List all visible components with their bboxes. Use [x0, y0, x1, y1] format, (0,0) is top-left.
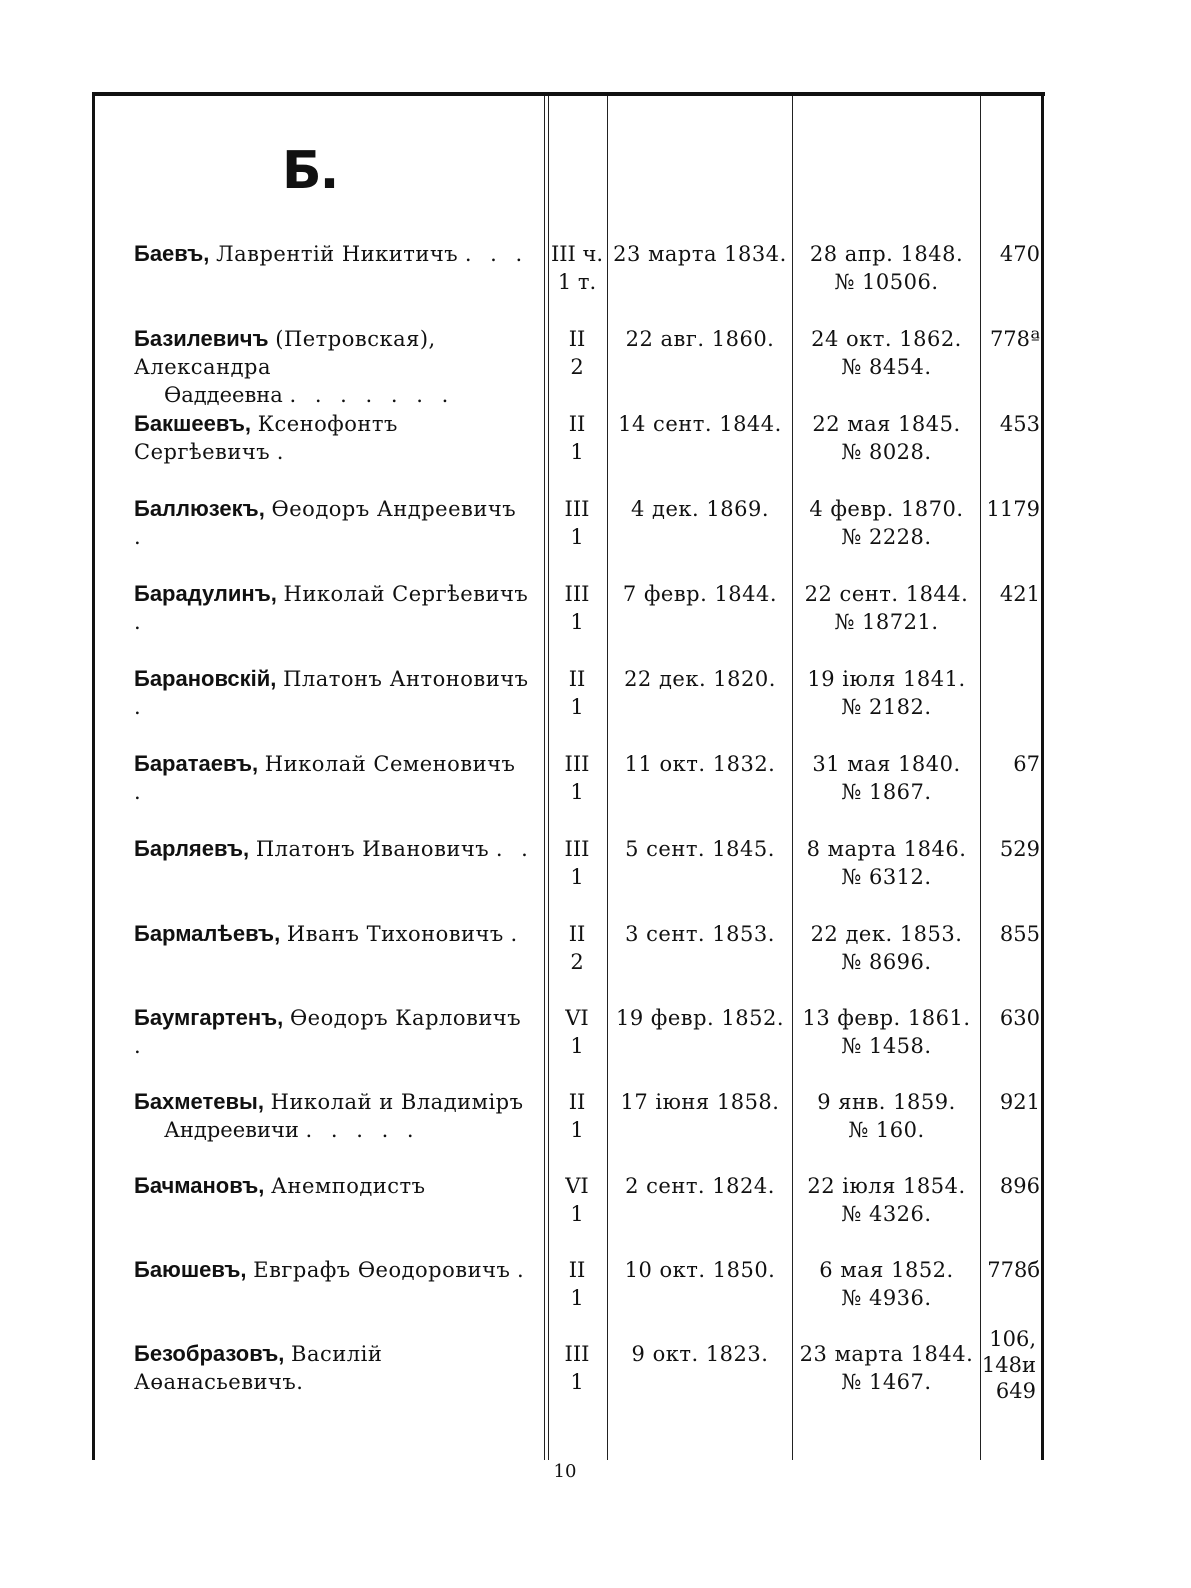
entry-first-date: 9 окт. 1823.	[631, 1342, 769, 1366]
entry-surname: Бакшеевъ,	[134, 411, 251, 436]
entry-page-ref: 1179	[986, 497, 1040, 521]
table-top-rule	[95, 92, 1045, 96]
entry-second-date-cell	[794, 835, 979, 891]
entry-page-ref: 529	[999, 837, 1040, 861]
entry-leader-dots: .	[134, 1034, 147, 1058]
entry-page-ref: 67	[1013, 752, 1040, 776]
entry-surname: Бахметевы,	[134, 1089, 264, 1114]
entry-first-date: 22 дек. 1820.	[624, 667, 776, 691]
entry-page-ref: 921	[999, 1090, 1040, 1114]
table-row	[0, 1004, 1191, 1084]
entry-part-line1: III	[564, 837, 590, 861]
entry-part-line2: 2	[570, 950, 584, 974]
entry-second-date: 8 марта 1846.	[806, 837, 967, 861]
entry-part-cell	[548, 240, 606, 296]
entry-given-name: Платонъ Ивановичъ	[255, 837, 490, 861]
entry-surname: Бармалѣевъ,	[134, 921, 281, 946]
entry-given-name: Анемподистъ	[271, 1174, 426, 1198]
entry-second-date-cell	[794, 410, 979, 466]
entry-second-date: 22 іюля 1854.	[807, 1174, 966, 1198]
page-number: 10	[553, 1461, 577, 1482]
entry-page-ref: 896	[999, 1174, 1040, 1198]
entry-part-line1: II	[568, 412, 586, 436]
entry-part-line1: III	[564, 1342, 590, 1366]
entry-name-cell	[134, 665, 534, 721]
entry-leader-dots: .	[510, 922, 524, 946]
entry-leader-dots: . .	[495, 837, 534, 861]
entry-part-cell	[548, 665, 606, 721]
table-row	[0, 495, 1191, 575]
table-row	[0, 1088, 1191, 1168]
table-row	[0, 1172, 1191, 1252]
entry-second-date-cell	[794, 580, 979, 636]
entry-second-date: 4 февр. 1870.	[809, 497, 964, 521]
table-row	[0, 665, 1191, 745]
entry-leader-dots: . . . . . . .	[289, 383, 455, 407]
entry-part-cell	[548, 1004, 606, 1060]
entry-name-cell	[134, 1004, 534, 1060]
entry-name-cell	[134, 1340, 534, 1396]
entry-name-cell	[134, 580, 534, 636]
entry-given-name: Лаврентій Никитичъ	[216, 242, 459, 266]
entry-part-line2: 1	[570, 865, 584, 889]
entry-second-date-cell	[794, 1172, 979, 1228]
entry-surname: Баратаевъ,	[134, 751, 259, 776]
entry-second-date-cell	[794, 1256, 979, 1312]
entry-part-line2: 1	[570, 695, 584, 719]
entry-second-date-cell	[794, 920, 979, 976]
entry-second-date: 22 мая 1845.	[812, 412, 961, 436]
entry-surname: Бачмановъ,	[134, 1173, 265, 1198]
entry-second-date: 13 февр. 1861.	[802, 1006, 971, 1030]
table-row	[0, 920, 1191, 1000]
entry-surname: Баевъ,	[134, 241, 210, 266]
entry-part-line1: III	[564, 582, 590, 606]
entry-part-line1: VI	[565, 1006, 589, 1030]
entry-second-date-cell	[794, 240, 979, 296]
entry-leader-dots: .	[276, 440, 290, 464]
entry-given-name-continued	[134, 381, 534, 409]
entry-first-date: 10 окт. 1850.	[624, 1258, 776, 1282]
table-row	[0, 835, 1191, 915]
entry-leader-dots: . . . . .	[305, 1118, 420, 1142]
entry-document-number: № 8454.	[841, 355, 932, 379]
entry-part-cell	[548, 1088, 606, 1144]
entry-document-number: № 4326.	[841, 1202, 932, 1226]
entry-surname: Баллюзекъ,	[134, 496, 265, 521]
entry-surname: Баюшевъ,	[134, 1257, 247, 1282]
entry-document-number: № 160.	[848, 1118, 925, 1142]
entry-name-cell	[134, 325, 534, 409]
entry-part-line1: III	[564, 497, 590, 521]
entry-part-line1: II	[568, 1090, 586, 1114]
entry-document-number: № 2182.	[841, 695, 932, 719]
entry-part-cell	[548, 1340, 606, 1396]
entry-part-line1: VI	[565, 1174, 589, 1198]
table-row	[0, 1327, 1191, 1420]
entry-page-ref: 778б	[987, 1258, 1040, 1282]
entry-name-cell	[134, 1172, 534, 1200]
entry-first-date: 22 авг. 1860.	[625, 327, 775, 351]
entry-leader-dots: .	[134, 695, 147, 719]
entry-leader-dots: .	[134, 780, 147, 804]
entry-part-line2: 2	[570, 355, 584, 379]
entry-surname: Баумгартенъ,	[134, 1005, 284, 1030]
entry-document-number: № 1867.	[841, 780, 932, 804]
entry-second-date-cell	[794, 325, 979, 381]
entry-leader-dots: .	[134, 610, 147, 634]
entry-second-date-cell	[794, 1088, 979, 1144]
entry-page-ref: 855	[999, 922, 1040, 946]
entry-first-date: 5 сент. 1845.	[625, 837, 775, 861]
entry-part-line1: II	[568, 667, 586, 691]
entry-second-date-cell	[794, 1004, 979, 1060]
entry-name-cell	[134, 495, 534, 551]
entry-given-name-continued	[134, 1116, 534, 1144]
entry-part-line2: 1	[570, 1286, 584, 1310]
entry-given-name: Николай Семеновичъ	[264, 752, 516, 776]
entry-document-number: № 2228.	[841, 525, 932, 549]
table-row	[0, 410, 1191, 490]
entry-document-number: № 6312.	[841, 865, 932, 889]
entry-first-date: 17 іюня 1858.	[620, 1090, 780, 1114]
table-row	[0, 325, 1191, 405]
entry-part-line2: 1	[570, 780, 584, 804]
entry-first-date: 2 сент. 1824.	[625, 1174, 775, 1198]
entry-given-name: Василій Аөанасьевичъ.	[134, 1342, 383, 1394]
entry-document-number: № 18721.	[834, 610, 939, 634]
table-row	[0, 750, 1191, 830]
table-row	[0, 240, 1191, 320]
entry-part-line1: III ч.	[550, 242, 604, 266]
entry-part-line1: II	[568, 1258, 586, 1282]
entry-part-cell	[548, 835, 606, 891]
entry-given-name-line2: Андреевичи	[164, 1118, 299, 1142]
entry-given-name-line2: Өаддеевна	[164, 383, 283, 407]
entry-part-cell	[548, 920, 606, 976]
entry-part-cell	[548, 325, 606, 381]
entry-second-date-cell	[794, 1340, 979, 1396]
entry-leader-dots: .	[517, 1258, 530, 1282]
entry-second-date: 19 іюля 1841.	[807, 667, 966, 691]
entry-page-ref: 470	[999, 242, 1040, 266]
entry-given-name: Ксенофонтъ Сергѣевичъ	[134, 412, 398, 464]
entry-part-line2: 1 т.	[557, 270, 597, 294]
entry-leader-dots: .	[134, 525, 147, 549]
entry-part-cell	[548, 410, 606, 466]
entry-first-date: 19 февр. 1852.	[616, 1006, 784, 1030]
entry-document-number: № 4936.	[841, 1286, 932, 1310]
entry-given-name: Николай Сергѣевичъ	[283, 582, 529, 606]
entry-surname: Безобразовъ,	[134, 1341, 285, 1366]
entry-given-name: Платонъ Антоновичъ	[283, 667, 529, 691]
entry-second-date: 31 мая 1840.	[812, 752, 961, 776]
entry-part-line2: 1	[570, 1034, 584, 1058]
entry-second-date: 23 марта 1844.	[799, 1342, 974, 1366]
entry-name-cell	[134, 750, 534, 806]
entry-page-ref: 453	[999, 412, 1040, 436]
entry-surname: Базилевичъ	[134, 326, 269, 351]
entry-document-number: № 10506.	[834, 270, 939, 294]
entry-document-number: № 8696.	[841, 950, 932, 974]
table-row	[0, 1256, 1191, 1336]
entry-given-name: (Петровская), Александра	[134, 327, 436, 379]
entry-part-cell	[548, 580, 606, 636]
entry-part-line1: III	[564, 752, 590, 776]
entry-document-number: № 1467.	[841, 1370, 932, 1394]
entry-part-line2: 1	[570, 610, 584, 634]
entry-name-cell	[134, 410, 534, 466]
entry-part-line1: II	[568, 922, 586, 946]
entry-surname: Барановскій,	[134, 666, 277, 691]
entry-given-name: Иванъ Тихоновичъ	[286, 922, 504, 946]
entry-second-date-cell	[794, 495, 979, 551]
entry-part-cell	[548, 1256, 606, 1312]
entry-part-line2: 1	[570, 1118, 584, 1142]
entry-name-cell	[134, 835, 534, 863]
entry-part-cell	[548, 750, 606, 806]
entry-part-line2: 1	[570, 1202, 584, 1226]
entry-first-date: 11 окт. 1832.	[624, 752, 776, 776]
entry-surname: Барляевъ,	[134, 836, 250, 861]
entry-second-date: 28 апр. 1848.	[809, 242, 964, 266]
entry-name-cell	[134, 1088, 534, 1144]
entry-second-date: 24 окт. 1862.	[811, 327, 962, 351]
entry-part-cell	[548, 1172, 606, 1228]
entry-second-date-cell	[794, 665, 979, 721]
entry-first-date: 14 сент. 1844.	[618, 412, 782, 436]
entry-given-name: Өеодоръ Андреевичъ	[271, 497, 517, 521]
entry-second-date-cell	[794, 750, 979, 806]
entry-second-date: 9 янв. 1859.	[817, 1090, 956, 1114]
entry-page-ref: 106, 148и 649	[981, 1327, 1036, 1403]
entry-given-name: Евграфъ Өеодоровичъ	[253, 1258, 511, 1282]
entry-document-number: № 1458.	[841, 1034, 932, 1058]
entry-page-ref: 421	[999, 582, 1040, 606]
entry-second-date: 22 дек. 1853.	[810, 922, 963, 946]
entry-given-name: Николай и Владиміръ	[270, 1090, 524, 1114]
entry-first-date: 3 сент. 1853.	[625, 922, 775, 946]
entry-second-date: 6 мая 1852.	[819, 1258, 954, 1282]
entry-first-date: 7 февр. 1844.	[622, 582, 778, 606]
entry-page-ref: 778ª	[989, 327, 1040, 351]
entry-part-line2: 1	[570, 1370, 584, 1394]
entry-part-line2: 1	[570, 525, 584, 549]
entry-name-cell	[134, 920, 534, 948]
entry-second-date: 22 сент. 1844.	[804, 582, 969, 606]
entry-page-ref: 630	[999, 1006, 1040, 1030]
entry-part-cell	[548, 495, 606, 551]
entry-name-cell	[134, 1256, 534, 1284]
entry-part-line1: II	[568, 327, 586, 351]
section-letter-heading: Б.	[282, 141, 338, 201]
entry-first-date: 23 марта 1834.	[613, 242, 787, 266]
entry-first-date: 4 дек. 1869.	[631, 497, 769, 521]
entry-document-number: № 8028.	[841, 440, 932, 464]
entry-name-cell	[134, 240, 534, 268]
entry-leader-dots: . . .	[464, 242, 529, 266]
entry-part-line2: 1	[570, 440, 584, 464]
entry-given-name: Өеодоръ Карловичъ	[289, 1006, 522, 1030]
entry-surname: Барадулинъ,	[134, 581, 277, 606]
table-row	[0, 580, 1191, 660]
